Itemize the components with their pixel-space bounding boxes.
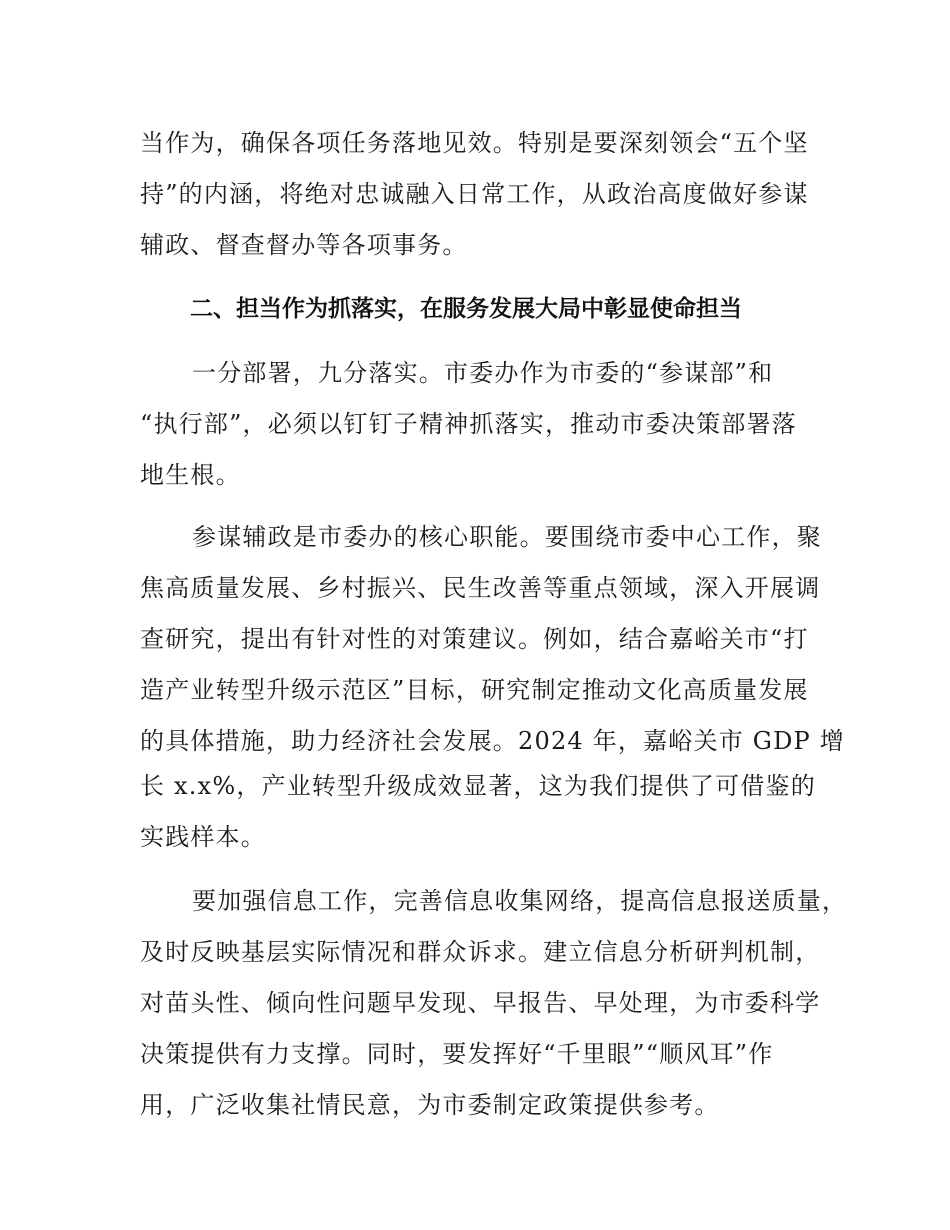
text-line: 决策提供有力支撑。同时，要发挥好“千里眼”“顺风耳”作: [140, 1040, 774, 1068]
text-line: “执行部”，必须以钉钉子精神抓落实，推动市委决策部署落: [140, 410, 797, 438]
text-line: 及时反映基层实际情况和群众诉求。建立信息分析研判机制，: [140, 938, 821, 966]
text-line: 用，广泛收集社情民意，为市委制定政策提供参考。: [140, 1091, 720, 1119]
section-heading: 二、担当作为抓落实，在服务发展大局中彰显使命担当: [190, 296, 742, 322]
text-line: 持”的内涵，将绝对忠诚融入日常工作，从政治高度做好参谋: [140, 180, 809, 208]
text-line: 造产业转型升级示范区”目标，研究制定推动文化高质量发展: [140, 676, 809, 704]
text-line: 当作为，确保各项任务落地见效。特别是要深刻领会“五个坚: [140, 129, 809, 157]
text-line: 焦高质量发展、乡村振兴、民生改善等重点领域，深入开展调: [140, 574, 821, 602]
text-line: 参谋辅政是市委办的核心职能。要围绕市委中心工作，聚: [192, 523, 822, 551]
text-line: 实践样本。: [140, 823, 266, 851]
text-line: 查研究，提出有针对性的对策建议。例如，结合嘉峪关市“打: [140, 625, 809, 653]
text-line: 地生根。: [140, 461, 241, 489]
text-line: 辅政、督查督办等各项事务。: [140, 231, 468, 259]
text-line: 长 x.x%，产业转型升级成效显著，这为我们提供了可借鉴的: [140, 772, 816, 800]
text-line: 的具体措施，助力经济社会发展。2024 年，嘉峪关市 GDP 增: [140, 727, 845, 755]
text-line: 对苗头性、倾向性问题早发现、早报告、早处理，为市委科学: [140, 989, 821, 1017]
text-line: 要加强信息工作，完善信息收集网络，提高信息报送质量，: [192, 887, 848, 915]
text-line: 一分部署，九分落实。市委办作为市委的“参谋部”和: [192, 359, 774, 387]
